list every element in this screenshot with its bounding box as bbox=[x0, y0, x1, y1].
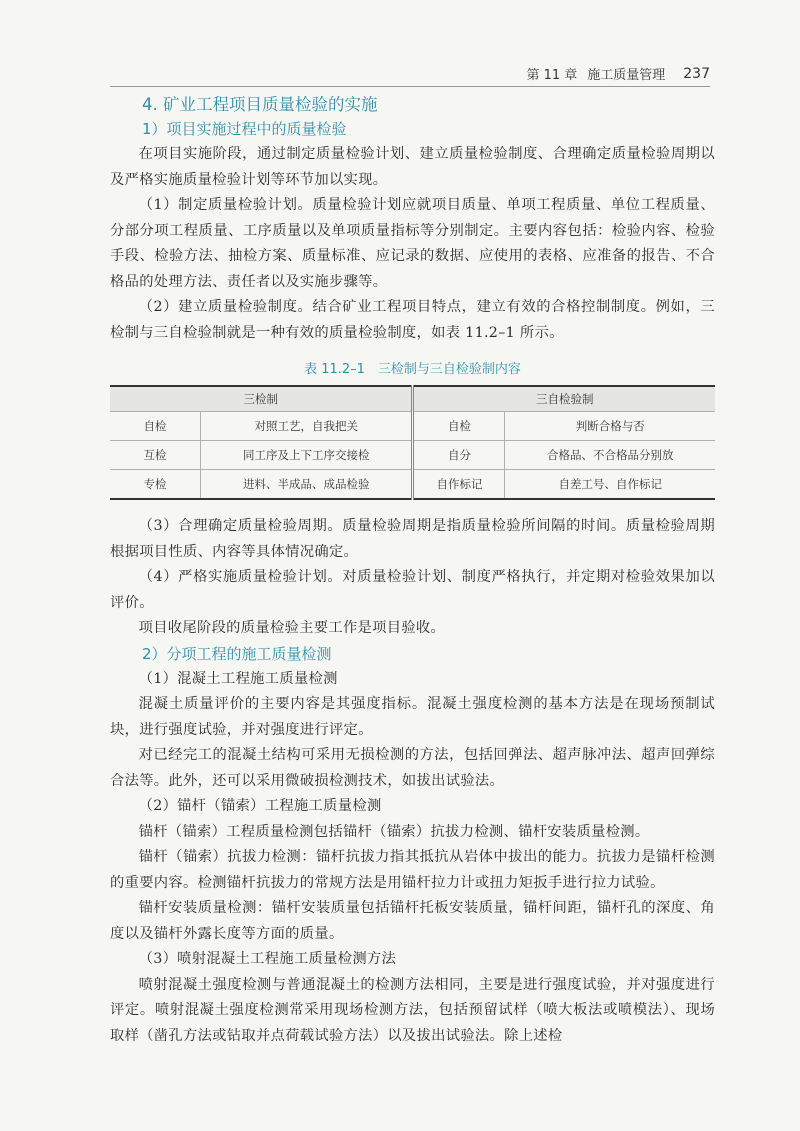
table-cell: 合格品、不合格品分别放 bbox=[505, 441, 715, 470]
table-cell: 自作标记 bbox=[413, 470, 505, 500]
table-cell: 专检 bbox=[110, 470, 201, 500]
table-cell: 自检 bbox=[413, 412, 505, 441]
paragraph: （1）制定质量检验计划。质量检验计划应就项目质量、单项工程质量、单位工程质量、分部分项工程质量、工序质量以及单项质量指标等分别制定。主要内容包括：检验内容、检验手段、检验方法、抽检方案、质量标准、应记录的数据、应使用的表格、应准备的报告、不合格品的处理方法、责任者以及实施步骤等。 bbox=[110, 197, 715, 290]
running-header bbox=[110, 58, 710, 87]
paragraph: （4）严格实施质量检验计划。对质量检验计划、制度严格执行，并定期对检验效果加以评价。 bbox=[110, 569, 715, 611]
table-cell: 对照工艺，自我把关 bbox=[201, 412, 413, 441]
page-number: 237 bbox=[683, 65, 710, 82]
paragraph: 在项目实施阶段，通过制定质量检验计划、建立质量检验制度、合理确定质量检验周期以及严格实施质量检验计划等环节加以实现。 bbox=[110, 146, 715, 188]
chapter-number: 第 11 章 bbox=[526, 68, 578, 83]
table-cell: 互检 bbox=[110, 441, 201, 470]
inspection-table bbox=[110, 385, 715, 500]
paragraph: 对已经完工的混凝土结构可采用无损检测的方法，包括回弹法、超声脉冲法、超声回弹综合法等。此外，还可以采用微破损检测技术，如拔出试验法。 bbox=[110, 747, 715, 789]
paragraph: 项目收尾阶段的质量检验主要工作是项目验收。 bbox=[138, 620, 446, 636]
item-title: （3）喷射混凝土工程施工质量检测方法 bbox=[138, 951, 397, 967]
paragraph: （3）合理确定质量检验周期。质量检验周期是指质量检验所间隔的时间。质量检验周期根据项目性质、内容等具体情况确定。 bbox=[110, 518, 715, 560]
paragraph: 锚杆（锚索）工程质量检测包括锚杆（锚索）抗拔力检测、锚杆安装质量检测。 bbox=[138, 823, 650, 840]
item-title: （2）锚杆（锚索）工程施工质量检测 bbox=[138, 798, 382, 814]
table-header-row bbox=[110, 386, 715, 412]
table-cell: 判断合格与否 bbox=[505, 412, 715, 441]
subsection-heading-2: 2）分项工程的施工质量检测 bbox=[142, 644, 332, 663]
section-heading: 4. 矿业工程项目质量检验的实施 bbox=[142, 95, 378, 114]
table-row bbox=[110, 470, 715, 500]
paragraph: 锚杆安装质量检测：锚杆安装质量包括锚杆托板安装质量，锚杆间距，锚杆孔的深度、角度以及锚杆外露长度等方面的质量。 bbox=[110, 900, 715, 942]
page-body bbox=[110, 92, 715, 1049]
paragraph: 锚杆（锚索）抗拔力检测：锚杆抗拔力指其抵抗从岩体中拔出的能力。抗拔力是锚杆检测的重要内容。检测锚杆抗拔力的常规方法是用锚杆拉力计或扭力矩扳手进行拉力试验。 bbox=[110, 849, 715, 891]
paragraph: （2）建立质量检验制度。结合矿业工程项目特点，建立有效的合格控制制度。例如，三检制与三自检验制就是一种有效的质量检验制度，如表 11.2–1 所示。 bbox=[110, 299, 715, 341]
table-caption: 表 11.2–1 三检制与三自检验制内容 bbox=[304, 362, 521, 377]
chapter-title: 施工质量管理 bbox=[587, 68, 666, 83]
table-header-right: 三自检验制 bbox=[413, 386, 715, 412]
item-title: （1）混凝土工程施工质量检测 bbox=[138, 670, 338, 687]
table-row bbox=[110, 412, 715, 441]
table-cell: 自检 bbox=[110, 412, 201, 441]
table-cell: 自分 bbox=[413, 441, 505, 470]
paragraph: 喷射混凝土强度检测与普通混凝土的检测方法相同，主要是进行强度试验，并对强度进行评定。喷射混凝土强度检测常采用现场检测方法，包括预留试样（喷大板法或喷模法）、现场取样（凿孔方法或钻取并点荷载试验方法）以及拔出试验法。除上述检 bbox=[110, 976, 715, 1044]
subsection-heading-1: 1）项目实施过程中的质量检验 bbox=[142, 120, 347, 138]
table-cell: 自差工号、自作标记 bbox=[505, 470, 715, 500]
table-header-left: 三检制 bbox=[110, 386, 413, 412]
paragraph: 混凝土质量评价的主要内容是其强度指标。混凝土强度检测的基本方法是在现场预制试块，进行强度试验，并对强度进行评定。 bbox=[110, 696, 715, 738]
table-cell: 进料、半成品、成品检验 bbox=[201, 470, 413, 500]
table-row bbox=[110, 441, 715, 470]
table-cell: 同工序及上下工序交接检 bbox=[201, 441, 413, 470]
